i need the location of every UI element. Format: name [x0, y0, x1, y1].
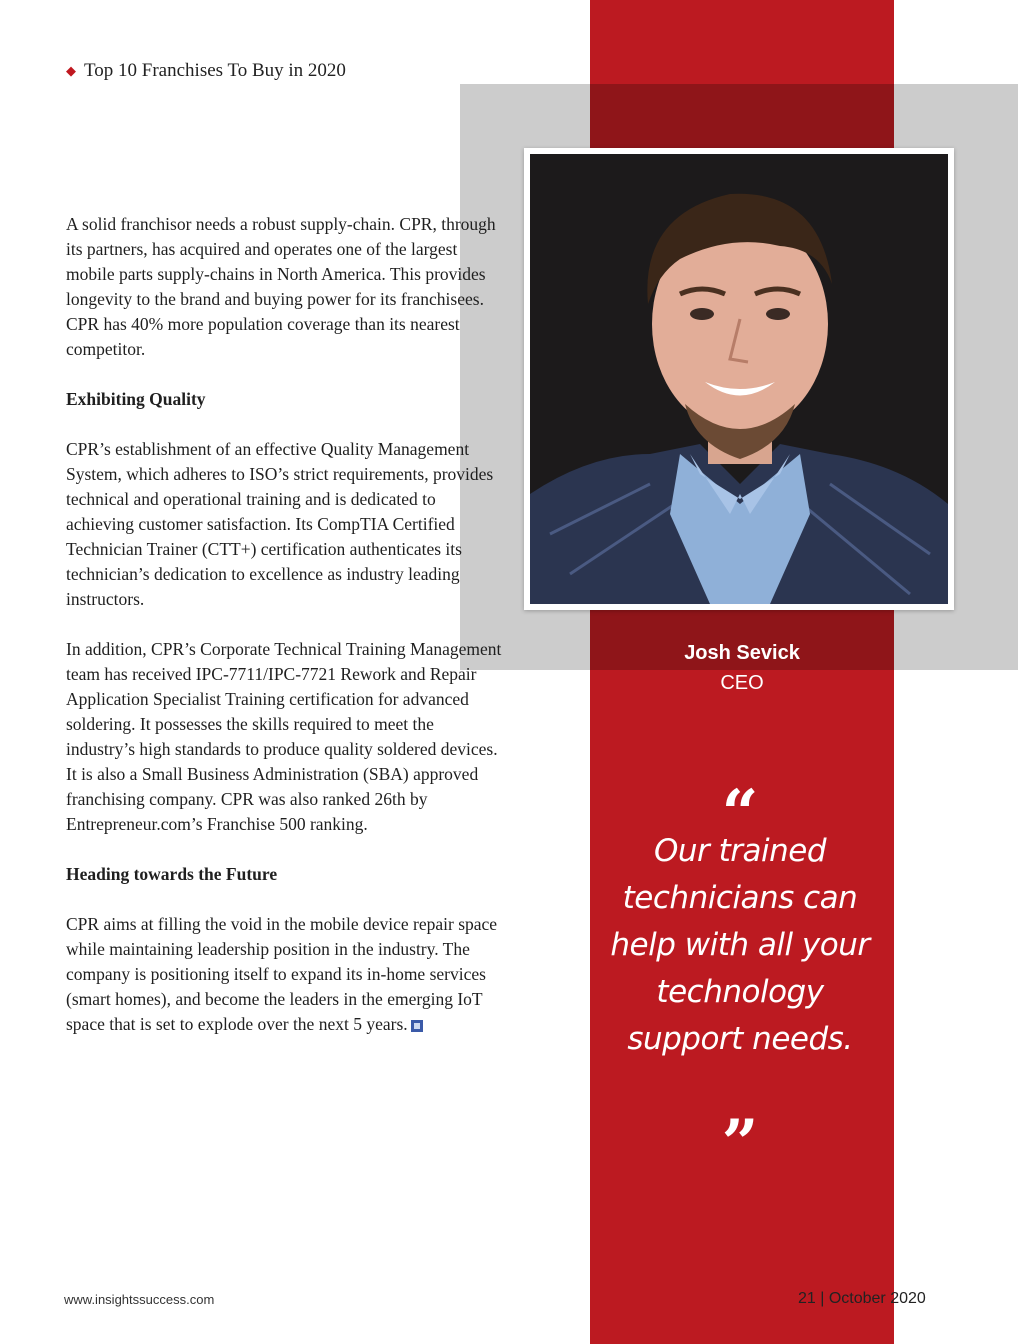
open-quote-icon: “	[721, 776, 759, 851]
article-body	[66, 212, 506, 1062]
header-title: Top 10 Franchises To Buy in 2020	[84, 60, 346, 81]
portrait-frame	[524, 148, 954, 610]
article-paragraph-text: CPR aims at filling the void in the mobile device repair space while maintaining leadership position in the industry. The company is positioning itself to expand its in-home services (smart homes), and become the leaders in the emerging IoT space that is set to explode over the next 5 years.	[66, 914, 498, 1034]
article-paragraph-last	[66, 912, 506, 1037]
person-role: CEO	[720, 672, 764, 694]
portrait-photo	[530, 154, 948, 604]
article-paragraph: CPR’s establishment of an effective Quality Management System, which adheres to ISO’s strict requirements, provides technical and operational training and is dedicated to achieving customer satisfaction. Its CompTIA Certified Technician Trainer (CTT+) certification authenticates its technician’s dedication to excellence as industry leading instructors.	[66, 439, 494, 609]
article-paragraph: In addition, CPR’s Corporate Technical Training Management team has received IPC-7711/IPC-7721 Rework and Repair Application Specialist Training certification for advanced soldering. It possesses the skills required to meet the industry’s high standards to produce quality soldered devices. It is also a Small Business Administration (SBA) approved franchising company. CPR was also ranked 26th by Entrepreneur.com’s Franchise 500 ranking.	[66, 639, 502, 834]
portrait-illustration	[530, 154, 948, 604]
end-mark-icon	[411, 1020, 423, 1032]
article-subheading: Heading towards the Future	[66, 864, 278, 884]
footer-website: www.insightssuccess.com	[64, 1292, 215, 1307]
pull-quote: Our trained technicians can help with all your technology support needs.	[610, 833, 870, 1057]
article-subheading: Exhibiting Quality	[66, 389, 206, 409]
person-name: Josh Sevick	[684, 642, 800, 664]
section-header	[66, 60, 346, 82]
close-quote-icon: ”	[721, 1106, 759, 1181]
footer-page-info: 21 | October 2020	[798, 1290, 926, 1307]
article-paragraph: A solid franchisor needs a robust supply-chain. CPR, through its partners, has acquired and operates one of the largest mobile parts supply-chains in North America. This provides longevity to the brand and buying power for its franchisees. CPR has 40% more population coverage than its nearest competitor.	[66, 214, 496, 359]
diamond-icon: ◆	[66, 63, 76, 78]
